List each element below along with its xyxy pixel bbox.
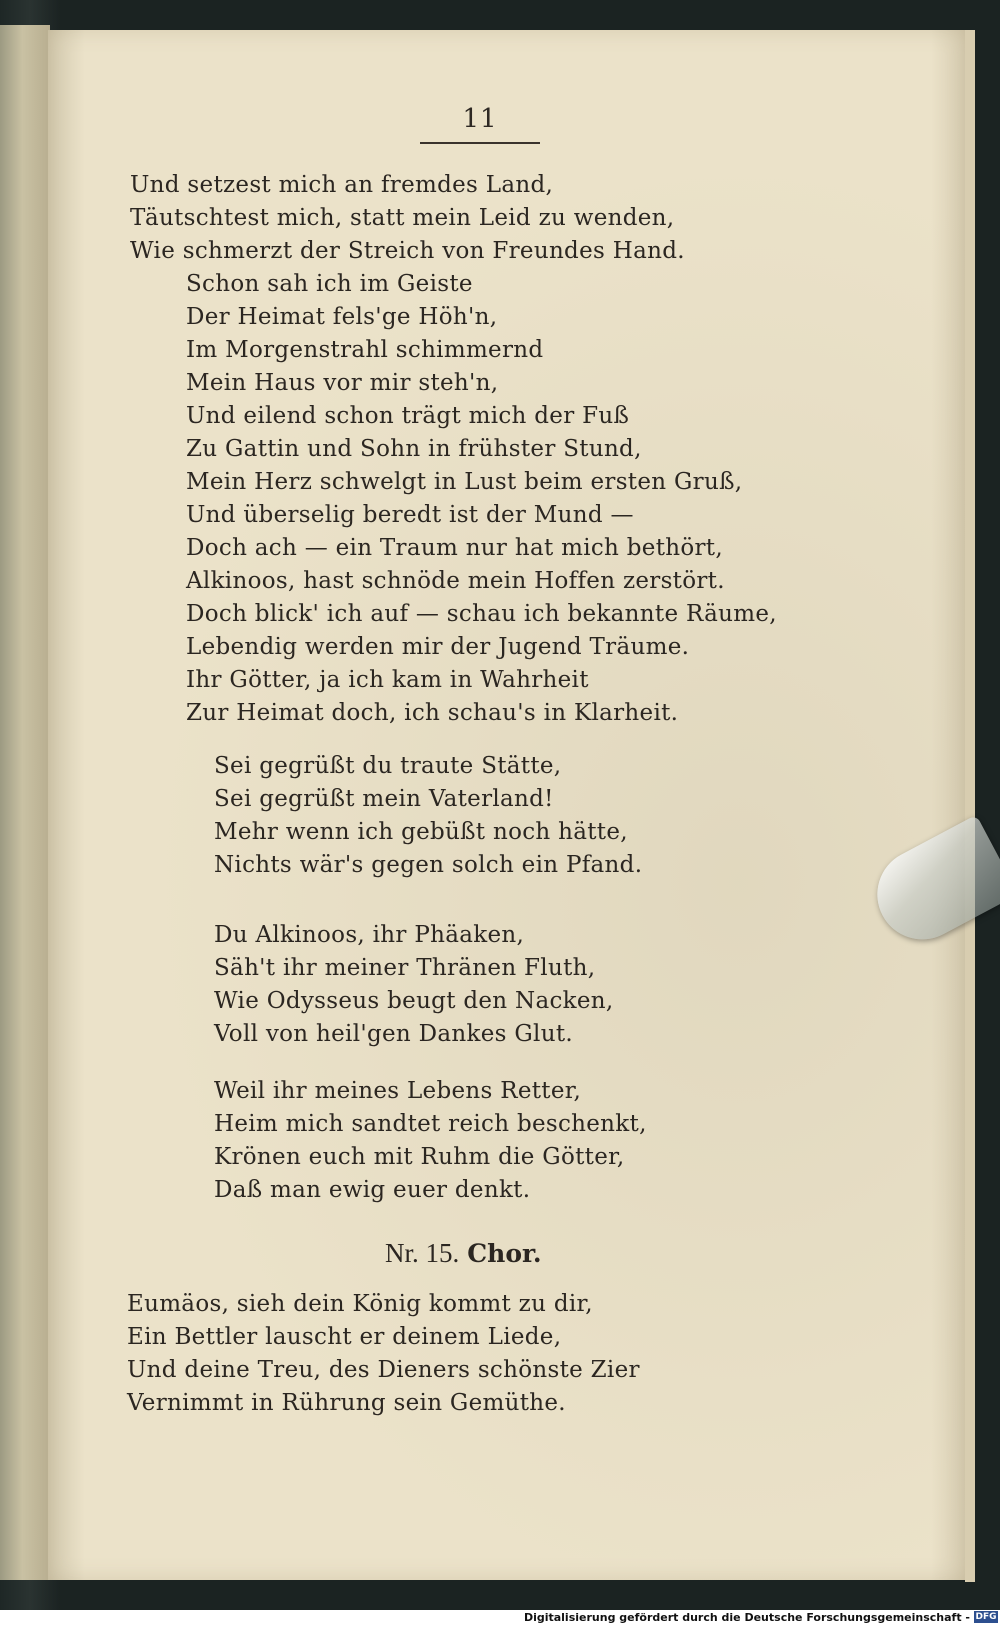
verse-line: Im Morgenstrahl schimmernd xyxy=(186,337,544,363)
stanza-line: Sei gegrüßt mein Vaterland! xyxy=(214,786,554,812)
verse-line: Lebendig werden mir der Jugend Träume. xyxy=(186,634,690,660)
show-through-text xyxy=(640,175,950,1425)
stanza-line: Säh't ihr meiner Thränen Fluth, xyxy=(214,955,596,981)
chor-line: Ein Bettler lauscht er deinem Liede, xyxy=(127,1324,562,1350)
stanza-line: Nichts wär's gegen solch ein Pfand. xyxy=(214,852,643,878)
verse-line: Mein Haus vor mir steh'n, xyxy=(186,370,499,396)
verse-line: Täutschtest mich, statt mein Leid zu wenden, xyxy=(130,205,675,231)
verse-line: Doch ach — ein Traum nur hat mich bethört, xyxy=(186,535,723,561)
verse-line: Alkinoos, hast schnöde mein Hoffen zerstört. xyxy=(186,568,725,594)
stanza-line: Wie Odysseus beugt den Nacken, xyxy=(214,988,614,1014)
verse-line: Zur Heimat doch, ich schau's in Klarheit. xyxy=(186,700,679,726)
stanza-line: Daß man ewig euer denkt. xyxy=(214,1177,531,1203)
verse-line: Zu Gattin und Sohn in frühster Stund, xyxy=(186,436,642,462)
verse-line: Und überselig beredt ist der Mund — xyxy=(186,502,634,528)
stanza-line: Mehr wenn ich gebüßt noch hätte, xyxy=(214,819,628,845)
stanza-line: Voll von heil'gen Dankes Glut. xyxy=(214,1021,573,1047)
page-edge xyxy=(965,30,975,1582)
stanza-line: Sei gegrüßt du traute Stätte, xyxy=(214,753,562,779)
section-heading xyxy=(385,1238,542,1269)
verse-line: Doch blick' ich auf — schau ich bekannte Räume, xyxy=(186,601,777,627)
dfg-logo: DFG xyxy=(975,1612,997,1622)
stanza-line: Heim mich sandtet reich beschenkt, xyxy=(214,1111,647,1137)
funding-notice: Digitalisierung gefördert durch die Deutsche Forschungsgemeinschaft - xyxy=(523,1611,970,1624)
section-title: Chor. xyxy=(467,1239,542,1268)
verse-line: Und eilend schon trägt mich der Fuß xyxy=(186,403,630,429)
chor-line: Vernimmt in Rührung sein Gemüthe. xyxy=(127,1390,566,1416)
left-page-edge xyxy=(0,25,50,1580)
verse-line: Und setzest mich an fremdes Land, xyxy=(130,172,554,198)
page-number: 11 xyxy=(462,104,498,134)
chor-line: Und deine Treu, des Dieners schönste Zier xyxy=(127,1357,640,1383)
verse-line: Schon sah ich im Geiste xyxy=(186,271,473,297)
verse-line: Der Heimat fels'ge Höh'n, xyxy=(186,304,498,330)
verse-line: Mein Herz schwelgt in Lust beim ersten Gruß, xyxy=(186,469,743,495)
stanza-line: Weil ihr meines Lebens Retter, xyxy=(214,1078,582,1104)
stanza-line: Du Alkinoos, ihr Phäaken, xyxy=(214,922,525,948)
stanza-line: Krönen euch mit Ruhm die Götter, xyxy=(214,1144,625,1170)
verse-line: Ihr Götter, ja ich kam in Wahrheit xyxy=(186,667,589,693)
verse-line: Wie schmerzt der Streich von Freundes Hand. xyxy=(130,238,685,264)
section-number: Nr. 15. xyxy=(385,1238,460,1268)
page-number-rule xyxy=(420,142,540,144)
chor-line: Eumäos, sieh dein König kommt zu dir, xyxy=(127,1291,593,1317)
